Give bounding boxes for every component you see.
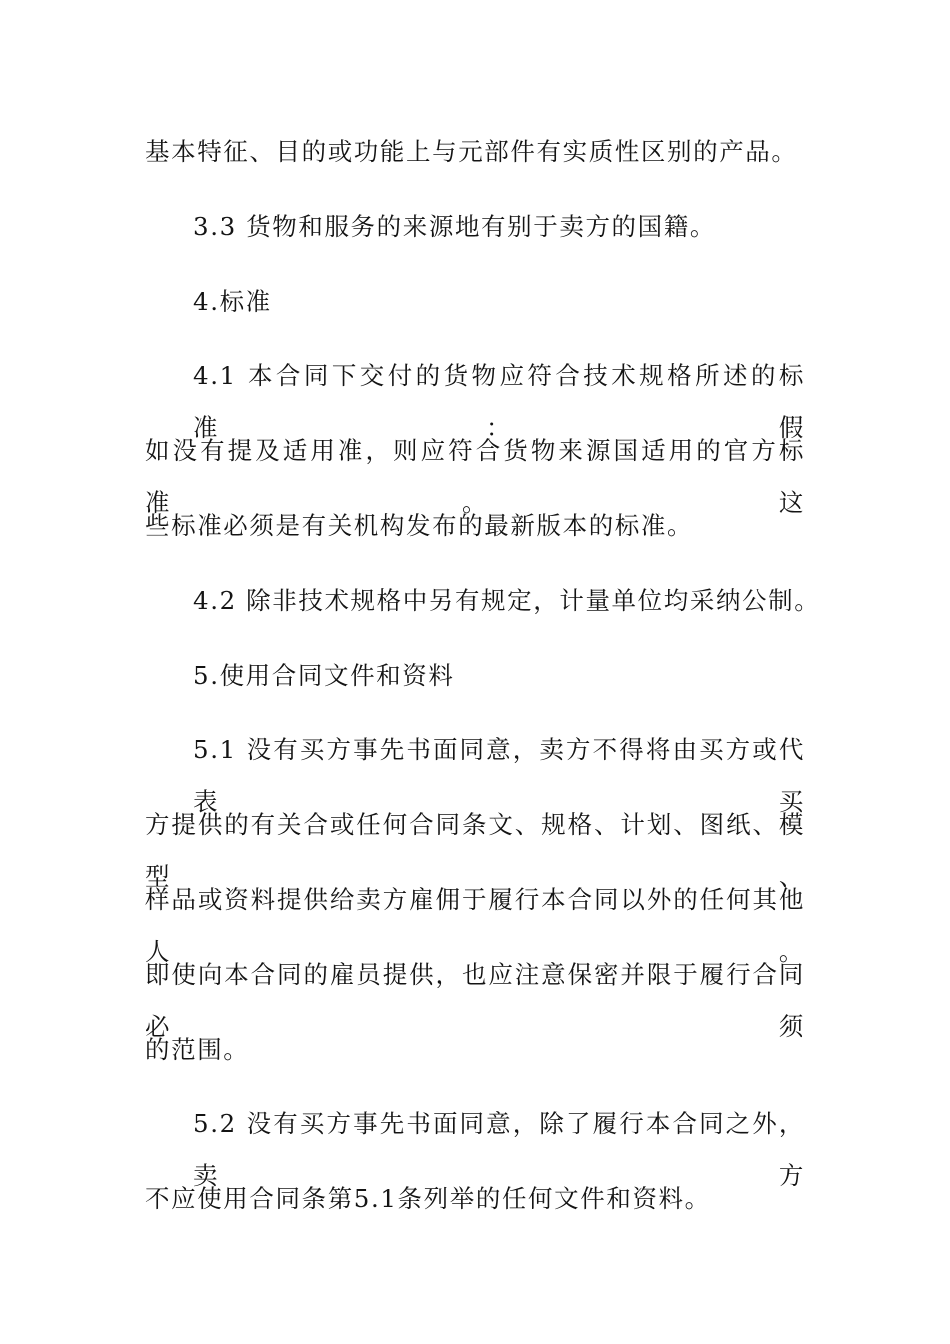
- clause-5-1-line-5: 的范围。: [145, 1034, 250, 1064]
- clause-5-1-line-3: 样品或资料提供给卖方雇佣于履行本合同以外的任何其他人。: [145, 884, 805, 966]
- contract-body-text: [145, 126, 821, 1248]
- clause-4-1-line-3: 些标准必须是有关机构发布的最新版本的标准。: [145, 510, 694, 540]
- section-heading-4: 4.标准: [193, 286, 272, 316]
- clause-4-2: 4.2 除非技术规格中另有规定，计量单位均采纳公制。: [193, 585, 821, 615]
- clause-4-1-line-2: 如没有提及适用准，则应符合货物来源国适用的官方标准。这: [145, 436, 805, 518]
- body-line-1: 基本特征、目的或功能上与元部件有实质性区别的产品。: [145, 137, 798, 166]
- clause-5-1-line-1: 5.1 没有买方事先书面同意，卖方不得将由买方或代表买: [193, 735, 805, 817]
- clause-5-1-line-4: 即使向本合同的雇员提供，也应注意保密并限于履行合同必须: [145, 959, 805, 1041]
- clause-5-2-line-1: 5.2 没有买方事先书面同意，除了履行本合同之外，卖方: [193, 1109, 805, 1191]
- clause-3-3: 3.3 货物和服务的来源地有别于卖方的国籍。: [193, 211, 716, 241]
- clause-5-1-line-2: 方提供的有关合或任何合同条文、规格、计划、图纸、模型、: [145, 810, 805, 892]
- section-heading-5: 5.使用合同文件和资料: [193, 660, 455, 690]
- clause-5-2-line-2: 不应使用合同条第5.1条列举的任何文件和资料。: [145, 1184, 711, 1214]
- clause-4-1-line-1: 4.1 本合同下交付的货物应符合技术规格所述的标准：假: [193, 361, 805, 443]
